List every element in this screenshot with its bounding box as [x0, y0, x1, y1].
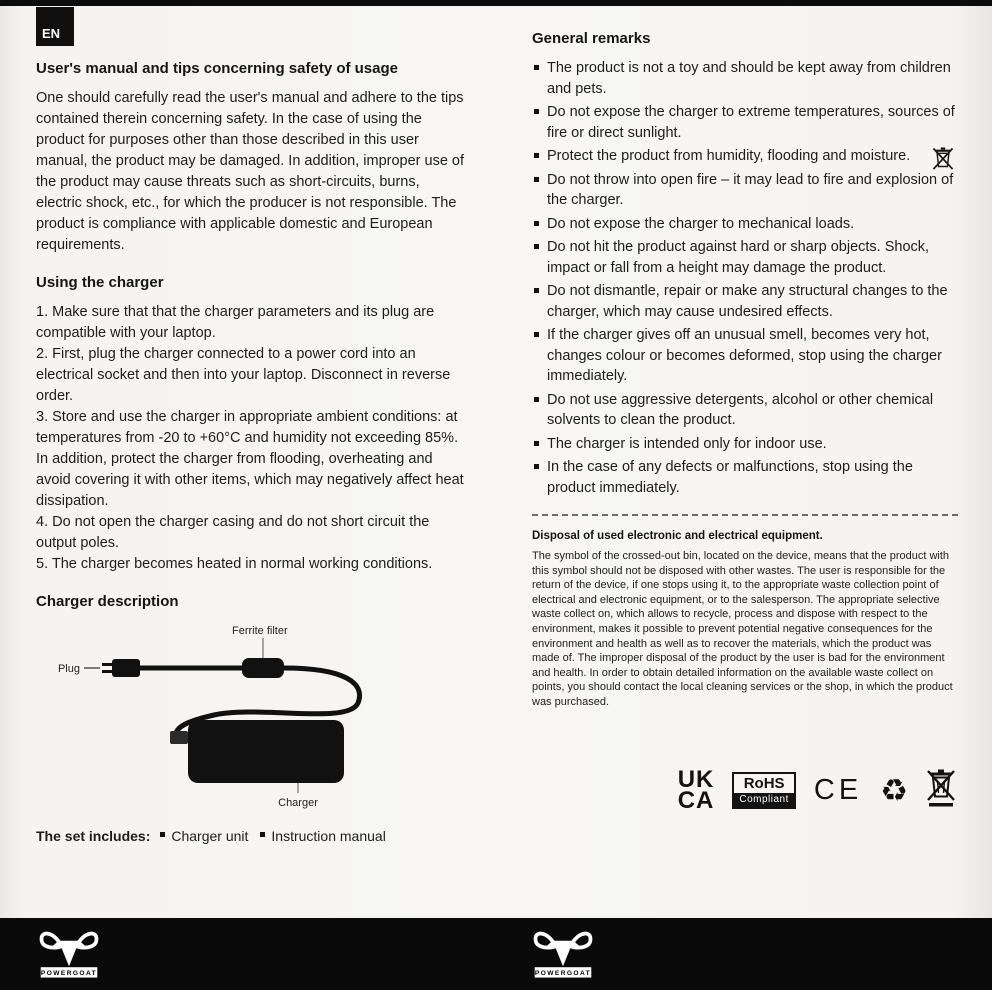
ukca-mark [677, 766, 715, 815]
crossed-out-bin-icon [926, 768, 956, 808]
charger-diagram [36, 621, 468, 809]
rohs-mark [732, 772, 796, 809]
remark-item: Do not throw into open fire – it may lead to fire and explosion of the charger. [532, 170, 958, 211]
rohs-title: RoHS [743, 774, 785, 792]
footer-band [0, 918, 992, 990]
remark-item: In the case of any defects or malfunctions, stop using the product immediately. [532, 457, 958, 498]
using-step: 5. The charger becomes heated in normal working conditions. [36, 556, 433, 572]
plug-label: Plug [57, 663, 80, 675]
charger-diagram-drawing [36, 621, 456, 809]
using-steps-list [36, 302, 468, 575]
ukca-line2: CA [677, 787, 715, 815]
charger-body-shape [188, 720, 344, 783]
charger-connector-shape [170, 731, 188, 744]
using-section-heading: Using the charger [36, 274, 164, 291]
powergoat-wordmark: POWERGOAT [40, 970, 98, 978]
charger-label: Charger [278, 797, 318, 809]
weee-bin-icon [926, 768, 956, 813]
set-includes-line [36, 828, 468, 844]
right-column [532, 30, 958, 813]
powergoat-wordmark: POWERGOAT [534, 970, 592, 978]
using-step: 1. Make sure that that the charger parameters and its plug are compatible with your laptop. [36, 304, 435, 341]
using-step: 2. First, plug the charger connected to a power cord into an electrical socket and then into your laptop. Disconnect in reverse order. [36, 346, 451, 404]
ce-mark: CE [813, 773, 863, 806]
remark-item: Do not expose the charger to mechanical loads. [532, 214, 958, 235]
left-column [36, 60, 468, 844]
goat-emblem-icon [36, 927, 102, 981]
recycle-icon: ♻ [880, 772, 908, 808]
remark-item: Do not expose the charger to extreme temperatures, sources of fire or direct sunlight. [532, 102, 958, 143]
general-remarks-list [532, 58, 958, 498]
remark-item: The charger is intended only for indoor use. [532, 434, 958, 455]
general-remarks-heading: General remarks [532, 30, 651, 47]
language-badge-label: EN [42, 26, 61, 41]
goat-emblem-icon [530, 927, 596, 981]
remark-item: Do not use aggressive detergents, alcohol or other chemical solvents to clean the product. [532, 390, 958, 431]
rohs-subtitle: Compliant [734, 793, 794, 807]
ukca-line1: UK [677, 766, 715, 794]
remark-item: Protect the product from humidity, flooding and moisture. [532, 146, 958, 167]
set-includes-item: Charger unit [158, 828, 248, 844]
safety-section-body: One should carefully read the user's manual and adhere to the tips contained therein concerning safety. In the case of using the product for purposes other than those described in this user manual, the product may be damaged. In addition, improper use of the product may cause threats such as short-circuits, burns, electric shock, etc., for which the producer is not responsible. The product is compliance with applicable domestic and European requirements. [36, 90, 465, 253]
language-badge [36, 7, 74, 46]
ferrite-filter-shape [242, 658, 284, 678]
set-includes-item: Instruction manual [258, 828, 385, 844]
plug-shape [102, 659, 140, 677]
remark-item: If the charger gives off an unusual smell, becomes very hot, changes colour or becomes deformed, stop using the charger immediately. [532, 325, 958, 387]
ferrite-filter-label: Ferrite filter [232, 625, 288, 637]
using-step: 4. Do not open the charger casing and do not short circuit the output poles. [36, 514, 430, 551]
remark-item: The product is not a toy and should be kept away from children and pets. [532, 58, 958, 99]
powergoat-logo [530, 927, 596, 986]
dashed-divider [532, 514, 958, 516]
charger-description-heading: Charger description [36, 593, 179, 610]
remark-item: Do not hit the product against hard or sharp objects. Shock, impact or fall from a height may damage the product. [532, 237, 958, 278]
remark-item: Do not dismantle, repair or make any structural changes to the charger, which may cause undesired effects. [532, 281, 958, 322]
using-step: 3. Store and use the charger in appropriate ambient conditions: at temperatures from -20 to +60°C and humidity not exceeding 85%. In addition, protect the charger from flooding, overheating and avoid covering it with other items, which may negatively affect heat dissipation. [36, 409, 464, 509]
disposal-body: The symbol of the crossed-out bin, located on the device, means that the product with this symbol should not be disposed with other wastes. The user is responsible for the return of the device, if one stops using it, to the appropriate waste collection point of electrical and electronic equipment, or to the salesperson. The appropriate selective waste collect on, which allows to recycle, process and dispose with respect to the environment, makes it possible to prevent potential negative consequences for the environment and health as well as to recover the materials, which the product was made of. The improper disposal of the product by the user is bad for the environment and health. In order to obtain detailed information on the available waste collect on points, you should contact the local cleaning services or the shop, in which the product was purchased. [532, 550, 953, 708]
powergoat-logo [36, 927, 102, 986]
set-includes-label: The set includes: [36, 828, 151, 844]
disposal-heading: Disposal of used electronic and electrical equipment. [532, 530, 823, 542]
safety-section-heading: User's manual and tips concerning safety of usage [36, 60, 398, 77]
compliance-marks-row [532, 768, 958, 813]
page-top-border [0, 0, 992, 6]
